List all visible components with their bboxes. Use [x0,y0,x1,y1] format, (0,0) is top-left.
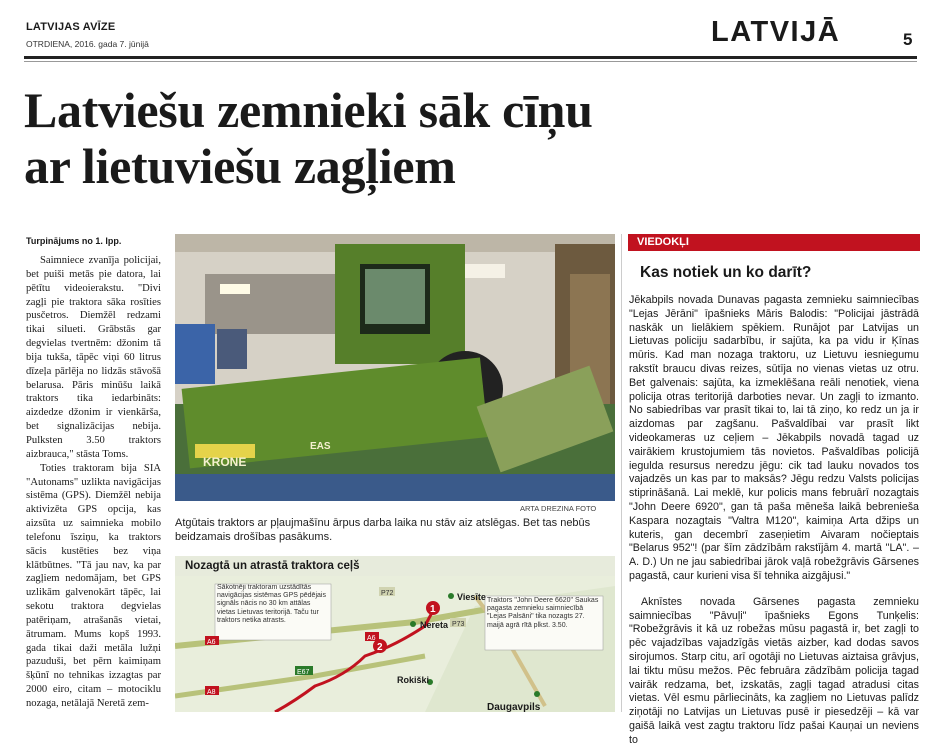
map-marker-2: 2 [377,642,383,653]
road-label: P73 [452,621,465,628]
city-rokiski: Rokiški [397,675,430,685]
header-rule-thin [24,61,917,62]
article-body [26,254,161,711]
road-label: A6 [367,635,376,642]
header-rule [24,56,917,59]
opinions-label: VIEDOKĻI [637,236,689,248]
column-divider [621,234,622,712]
opinions-body [629,294,919,748]
headline-line-1: Latviešu zemnieki sāk cīņu [24,82,593,138]
publication-name: LATVIJAS AVĪZE [26,21,116,33]
article-headline [24,82,924,194]
headline-line-2: ar lietuviešu zagļiem [24,138,456,194]
map-marker-1: 1 [430,604,436,615]
mower-brand-label: KRONE [203,455,247,469]
road-label: P72 [381,590,394,597]
body-paragraph: Saimniece zvanīja policijai, bet puiši metās pie datora, lai pētītu videoierakstu. "Divi zagļi pie traktora sāka rosīties pusčetros. Diemžēl redzami tikai silueti. Grābstās gar degvielas tvertnēm: džonim tā bija tukša, tāpēc viņi 60 litrus dīzeļa pārlēja no lidzās stāvošā belarusa. Pāris minūšu laikā traktors tika iedarbināts: aizdedze džonim ir vienkārša, bet signalizācijas nebija. Pulksten 3.50 traktors aizbrauca," stāsta Toms. [26,255,161,460]
map-note-gps: Sākotnēji traktoram uzstādītās navigācijas sistēmas GPS pēdējais signāls nācis no 30 km attālas vietas Lietuvas teritorijā. Taču tur traktors netika atrasts. [217,584,326,624]
opinion-paragraph: Jēkabpils novada Dunavas pagasta zemnieku saimniecības "Lejas Jērāni" īpašnieks Māris Balodis: "Policijai jāstrādā naskāk un lielākiem spēkiem. Runājot par Latvijas un Lietuvas policiju sadarbību, ir sajūta, ka pa vidu ir Ķīnas mūris. Kad man nozaga traktoru, uz Lietuvu iesniegumu rakstīt braucu divas reizes, sūtīja no vienas vietas uz otru. Bet galvenais: sajūta, ka izmeklēšana reāli nenotiek, viena policija otras teritorijā darboties nevar. Un zagļi to izmanto. No sabiedrības var prasīt tikai to, lai tā ziņo, ko redz un ja ir aizdomas par zagšanu. Pašvaldībai var prasīt likt videokameras uz ceļiem – Jēkabpils novadā tagad uz vairākiem krustojumiem tās novietos. Pašvaldības policijā iegulda resursus neredzu jēgu: cik tad lauku novados tos vajadzēs un kas par to maksās? Jēgu redzu Valsts policijas stiprināšanā. Lai meklē, kur policis mans februārī nozagtais "John Deere 6920", gan tā paša mēneša laikā bebrenieša Kaspara nozagtais "Valtra M120", kaimiņa Arta džips un kuteris, gan decembrī zaseņietim Aivaram nočieptais "Belarus 952"! (par šīm zādzībām rakstījām 4. martā "LA". – A. D.) Un ne jau sabiedrībai jārok vaļā robežgrāvis Gārsenes pagastā, caur kurieni visa šī tehnika aizgājusi." [629,294,919,582]
page-number: 5 [903,30,913,49]
opinions-title: Kas notiek un ko darīt? [640,264,812,281]
opinion-paragraph: Aknīstes novada Gārsenes pagasta zemnieku saimniecības "Pāvuļi" īpašnieks Egons Tunķelis: "Robežgrāvis it kā uz robežas mūsu pagastā ir, bet zagļi to pēc vajadzības vajadzīgās vietās aizber, kad dodas savos sirojumos. Starp citu, arī ogotāji no Lietuvas aiztaisa grāvjus, lai tiktu mūsu mežos. Pēc februāra zādzībām policija tagad vairāk redzama, bet, izskatās, zagļi tagad atradusi citas vietas. Vēl esmu pārliecināts, ka zagļiem no Lietuvas palīdz ziņotāji no Latvijas un Lietuvas pusē ir piesedzēji – kā var gaišā laikā vest zagtu traktoru līdz pašai Kauņai un neviens to [629,595,919,746]
city-daugavpils: Daugavpils [487,702,541,712]
road-label: A8 [207,689,216,696]
photo-caption: Atgūtais traktors ar pļaujmašīnu ārpus darba laika nu stāv aiz atslēgas. Bet tas nebūs beidzamais drošības pasākums. [175,517,591,543]
mower-model-label: EAS [310,441,331,452]
city-nereta: Nereta [420,620,449,630]
tractor-photo [175,234,615,501]
city-viesite: Viesīte [457,592,486,602]
body-paragraph: Toties traktoram bija SIA "Autonams" uzlikta navigācijas sistēma (GPS). Diemžēl nebija aktivizēta GPS opcija, kas aizsūta uz saimnieka mobilo telefonu īsziņu, ka traktors sācis kustēties bez viņa klātbūtnes. "Tā jau nav, ka par zagļiem nedomājam, bet GPS uzlikām galvenokārt tāpēc, lai sekotu traktora degvielas patēriņam, atrašanās vietai, ātrumam. Mums kopš 1993. gada tikai daži metāla lužņi pazuduši, bet pērn kaimiņam šķūnī no tehnikas izzagtas par 2000 eiro, citam – motociklu nozaga, netālajā Neretā zem- [26,462,161,709]
map-title: Nozagtā un atrastā traktora ceļš [175,556,615,576]
issue-date: OTRDIENA, 2016. gada 7. jūnijā [26,39,149,49]
map-note-theft: Traktors "John Deere 6620" Saukas pagasta zemnieku saimniecībā "Lejas Palsāni" tika nozagts 27. maijā agrā rītā plkst. 3.50. [487,597,599,629]
section-title: LATVIJĀ [711,16,841,48]
continued-note: Turpinājums no 1. lpp. [26,236,122,246]
photo-credit: ARTA DREZINA FOTO [520,504,597,513]
road-label: E67 [297,669,310,676]
road-label: A6 [207,639,216,646]
route-map [175,556,615,712]
